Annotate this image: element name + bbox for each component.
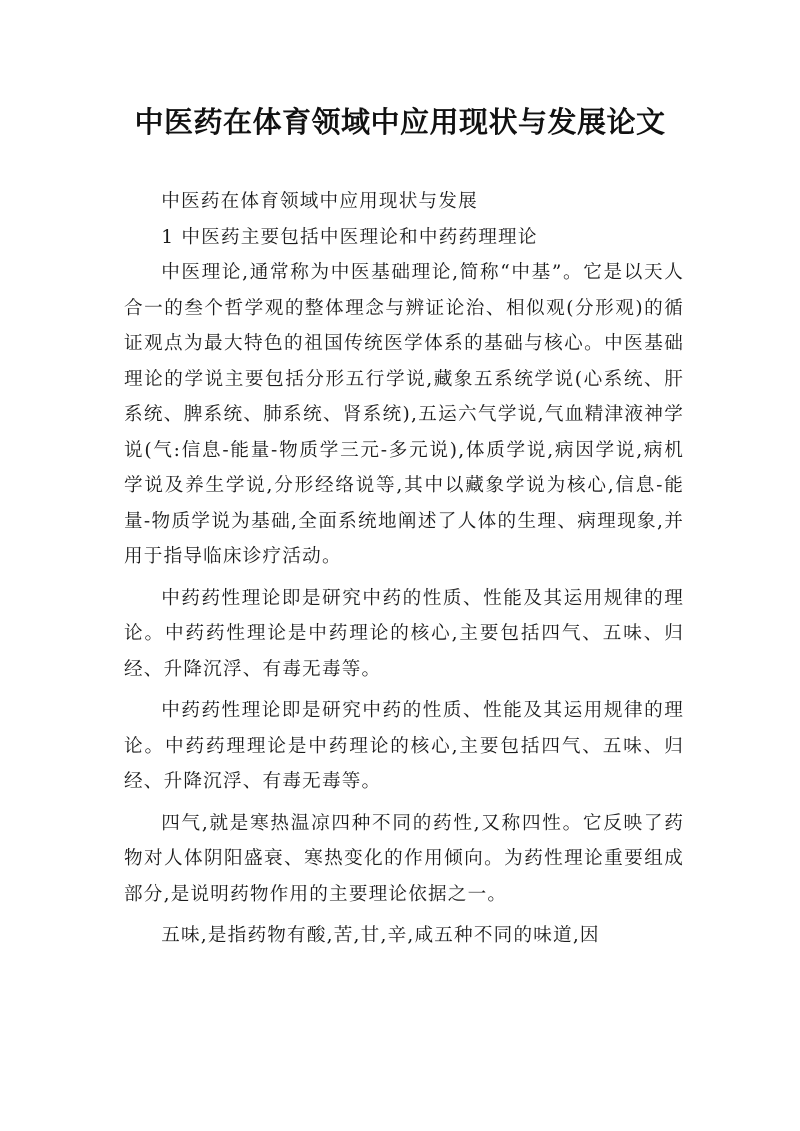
- paragraph: 五味,是指药物有酸,苦,甘,辛,咸五种不同的味道,因: [161, 925, 600, 946]
- paragraph: 四气,就是寒热温凉四种不同的药性,又称四性。它反映了药物对人体阴阳盛衰、寒热变化的作用倾向。为药性理论重要组成部分,是说明药物作用的主要理论依据之一。: [124, 812, 684, 905]
- paragraph: 中药药性理论即是研究中药的性质、性能及其运用规律的理论。中药药理理论是中药理论的核心,主要包括四气、五味、归经、升降沉浮、有毒无毒等。: [124, 700, 684, 792]
- paragraph: 中医理论,通常称为中医基础理论,简称“中基”。它是以天人合一的叁个哲学观的整体理念与辨证论治、相似观(分形观)的循证观点为最大特色的祖国传统医学体系的基础与核心。中医基础理论的学说主要包括分形五行学说,藏象五系统学说(心系统、肝系统、脾系统、肺系统、肾系统),五运六气学说,气血精津液神学说(气:信息-能量-物质学三元-多元说),体质学说,病因学说,病机学说及养生学说,分形经络说等,其中以藏象学说为核心,信息-能量-物质学说为基础,全面系统地阐述了人体的生理、病理现象,并用于指导临床诊疗活动。: [124, 262, 684, 567]
- subtitle-line: 中医药在体育领域中应用现状与发展: [161, 191, 478, 212]
- section-heading: 1 中医药主要包括中医理论和中药药理理论: [161, 226, 538, 248]
- document-body: [124, 184, 684, 954]
- paragraph: 中药药性理论即是研究中药的性质、性能及其运用规律的理论。中药药性理论是中药理论的核心,主要包括四气、五味、归经、升降沉浮、有毒无毒等。: [124, 587, 684, 680]
- document-title: 中医药在体育领域中应用现状与发展论文: [134, 105, 666, 139]
